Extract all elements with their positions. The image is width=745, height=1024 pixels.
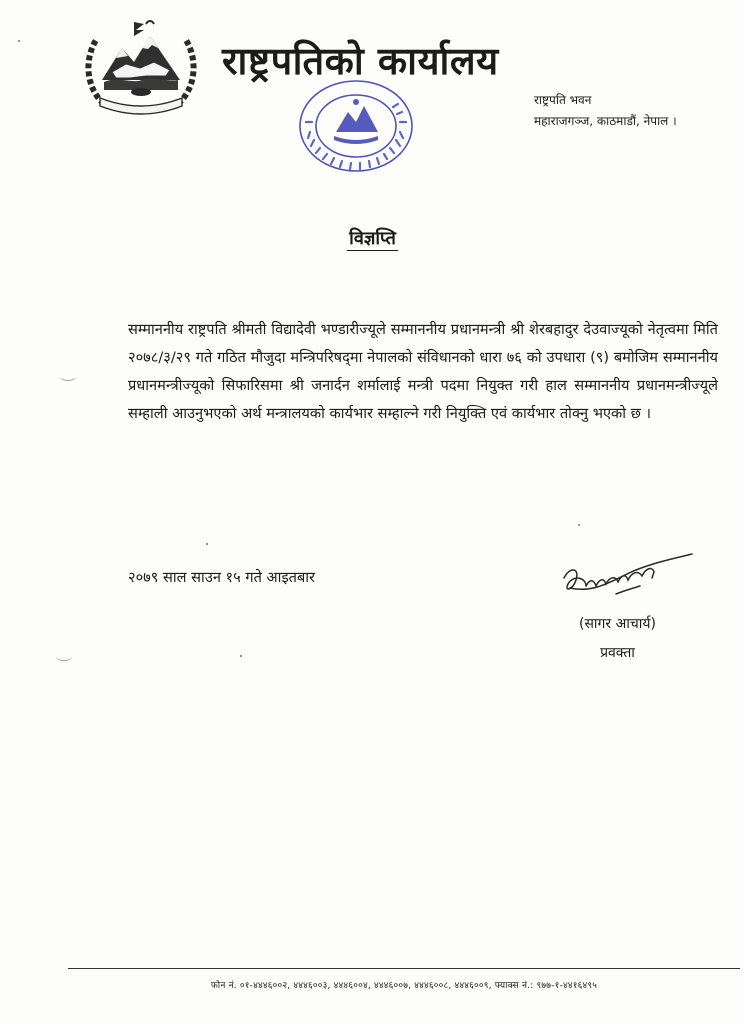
office-title: राष्ट्रपतिको कार्यालय [222, 39, 499, 83]
scan-speck [578, 524, 580, 526]
signatory-name: (सागर आचार्य) [578, 616, 657, 632]
scan-speck [18, 40, 20, 42]
address-line-2: महाराजगञ्ज, काठमाडौं, नेपाल । [534, 114, 677, 128]
notice-body: सम्माननीय राष्ट्रपति श्रीमती विद्यादेवी भण्डारीज्यूले सम्माननीय प्रधानमन्त्री श्री शेरबहादुर देउवाज्यूको नेतृत्वमा मिति २०७८/३/२९ गते गठित मौजुदा मन्त्रिपरिषद्‌मा नेपालको संविधानको धारा ७६ को उपधारा (९) बमोजिम सम्माननीय प्रधानमन्त्रीज्यूको सिफारिसमा श्री जनार्दन शर्मालाई मन्त्री पदमा नियुक्त गरी हाल सम्माननीय प्रधानमन्त्रीज्यूले सम्हाली आउनुभएको अर्थ मन्त्रालयको कार्यभार सम्हाल्ने गरी नियुक्ति एवं कार्यभार तोक्नु भएको छ । [128, 321, 718, 422]
office-address [534, 90, 677, 132]
handwritten-signature-icon [556, 548, 696, 608]
footer-divider [68, 968, 740, 969]
notice-title [0, 226, 745, 250]
notice-date: २०७९ साल साउन १५ गते आइतबार [128, 569, 316, 586]
punch-hole-mark [60, 372, 76, 381]
address-line-1: राष्ट्रपति भवन [534, 93, 592, 107]
scan-speck [240, 655, 242, 657]
office-seal-stamp-icon [298, 78, 414, 174]
punch-hole-mark [56, 652, 72, 661]
footer-contact: फोन नं. ०१-४४४६००२, ४४४६००३, ४४४६००४, ४४४६००७, ४४४६००८, ४४४६००९, फ्याक्स नं.: ९७७-१-४४१६४९५ [210, 981, 598, 991]
nepal-coat-of-arms-icon [82, 18, 200, 118]
scan-speck [206, 543, 208, 545]
notice-title-text: विज्ञप्ति [349, 228, 396, 249]
signatory-title: प्रवक्ता [600, 645, 635, 661]
